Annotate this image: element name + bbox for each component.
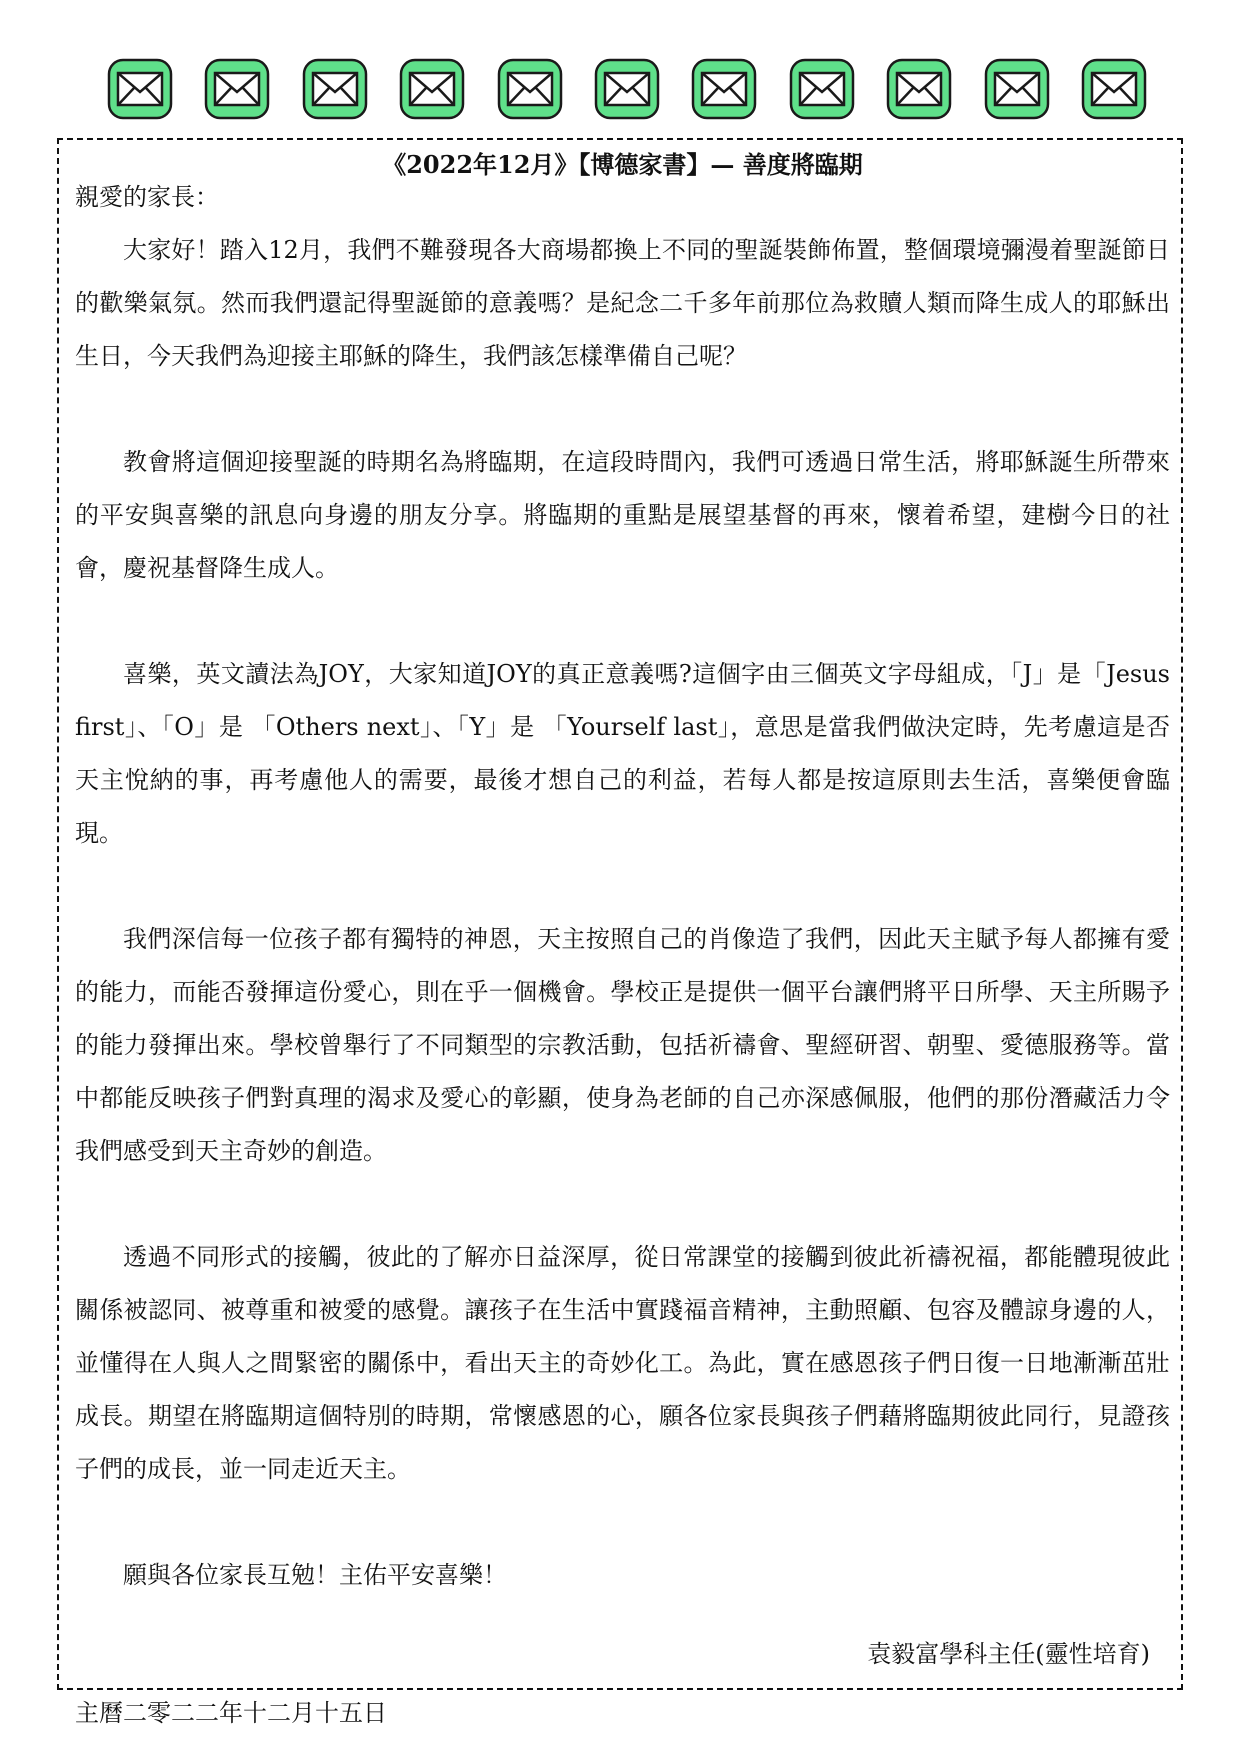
paragraph-gap xyxy=(75,1602,1170,1628)
envelope-decoration-row xyxy=(107,58,1147,122)
salutation: 親愛的家長： xyxy=(75,183,219,211)
signature: 袁毅富學科主任(靈性培育) xyxy=(867,1640,1150,1668)
envelope-icon xyxy=(204,58,270,120)
paragraph-gap xyxy=(75,595,1170,648)
paragraph-advent: 教會將這個迎接聖誕的時期名為將臨期，在這段時間內，我們可透過日常生活，將耶穌誕生所帶來的平安與喜樂的訊息向身邊的朋友分享。將臨期的重點是展望基督的再來，懷着希望，建樹今日的社會，慶祝基督降生成人。 xyxy=(75,448,1170,582)
envelope-icon xyxy=(594,58,660,120)
paragraph-gap xyxy=(75,860,1170,913)
paragraph-joy: 喜樂，英文讀法為JOY，大家知道JOY的真正意義嗎?這個字由三個英文字母組成，「J」是「Jesus first」、「O」是 「Others next」、「Y」是 「Yourself last」，意思是當我們做決定時，先考慮這是否天主悅納的事，再考慮他人的需要，最後才想自己的利益，若每人都是按這原則去生活，喜樂便會臨現。 xyxy=(75,660,1170,847)
paragraph-closing: 願與各位家長互勉！主佑平安喜樂！ xyxy=(123,1561,507,1589)
paragraph-relationship: 透過不同形式的接觸，彼此的了解亦日益深厚，從日常課堂的接觸到彼此祈禱祝福，都能體現彼此關係被認同、被尊重和被愛的感覺。讓孩子在生活中實踐福音精神，主動照顧、包容及體諒身邊的人，並懂得在人與人之間緊密的關係中，看出天主的奇妙化工。為此，實在感恩孩子們日復一日地漸漸茁壯成長。期望在將臨期這個特別的時期，常懷感恩的心，願各位家長與孩子們藉將臨期彼此同行，見證孩子們的成長，並一同走近天主。 xyxy=(75,1243,1170,1483)
letter-date: 主曆二零二二年十二月十五日 xyxy=(75,1699,387,1727)
paragraph-children: 我們深信每一位孩子都有獨特的神恩，天主按照自己的肖像造了我們，因此天主賦予每人都擁有愛的能力，而能否發揮這份愛心，則在乎一個機會。學校正是提供一個平台讓們將平日所學、天主所賜予的能力發揮出來。學校曾舉行了不同類型的宗教活動，包括祈禱會、聖經研習、朝聖、愛德服務等。當中都能反映孩子們對真理的渴求及愛心的彰顯，使身為老師的自己亦深感佩服，他們的那份潛藏活力令我們感受到天主奇妙的創造。 xyxy=(75,925,1170,1165)
paragraph-gap xyxy=(75,1178,1170,1231)
envelope-icon xyxy=(1081,58,1147,120)
envelope-icon xyxy=(886,58,952,120)
envelope-icon xyxy=(497,58,563,120)
letter-title: 《2022年12月》【博德家書】— 善度將臨期 xyxy=(382,150,863,179)
envelope-icon xyxy=(789,58,855,120)
envelope-icon xyxy=(691,58,757,120)
paragraph-gap xyxy=(75,1496,1170,1549)
paragraph-intro: 大家好！踏入12月，我們不難發現各大商場都換上不同的聖誕裝飾佈置，整個環境彌漫着聖誕節日的歡樂氣氛。然而我們還記得聖誕節的意義嗎？是紀念二千多年前那位為救贖人類而降生成人的耶穌出生日，今天我們為迎接主耶穌的降生，我們該怎樣準備自己呢？ xyxy=(75,236,1170,370)
envelope-icon xyxy=(302,58,368,120)
envelope-icon xyxy=(984,58,1050,120)
letter-content xyxy=(75,150,1170,1740)
envelope-icon xyxy=(399,58,465,120)
envelope-icon xyxy=(107,58,173,120)
paragraph-gap xyxy=(75,383,1170,436)
